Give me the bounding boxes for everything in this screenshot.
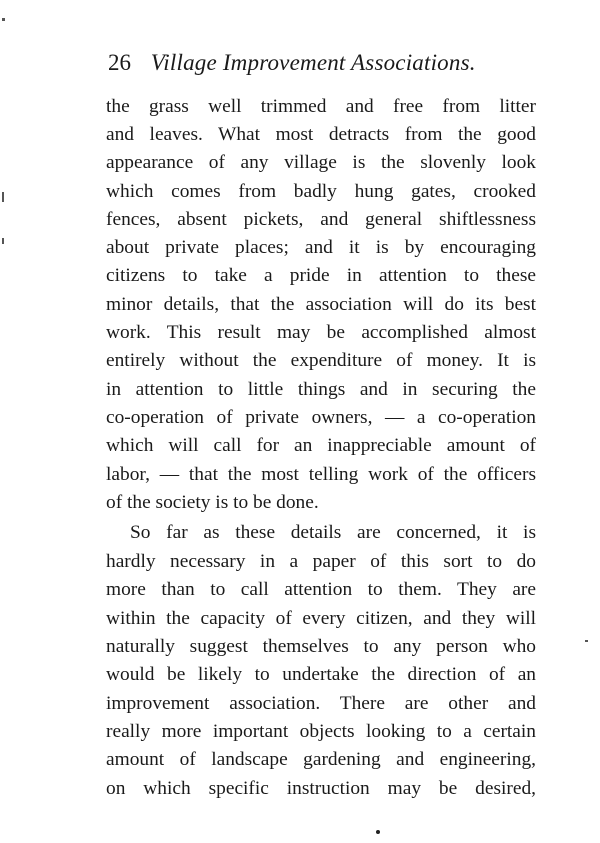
text-line: hardly necessary in a paper of this sort to do [106,551,536,572]
text-line: improvement association. There are other and [106,693,536,714]
text-line: So far as these details are concerned, it is [130,522,536,543]
text-line: the grass well trimmed and free from litter [106,96,536,117]
text-line: about private places; and it is by encouraging [106,237,536,258]
text-line: work. This result may be accomplished almost [106,322,536,343]
scan-speck [2,192,4,202]
text-line: more than to call attention to them. They are [106,579,536,600]
text-line: entirely without the expenditure of money. It is [106,350,536,371]
running-header [108,46,488,80]
scan-speck [2,238,4,244]
text-line: in attention to little things and in securing the [106,379,536,400]
text-line: of the society is to be done. [106,492,319,513]
scan-speck [585,640,588,642]
scan-speck [2,18,5,21]
text-line: fences, absent pickets, and general shiftlessness [106,209,536,230]
text-line: co-operation of private owners, — a co-operation [106,407,536,428]
text-line: which will call for an inappreciable amount of [106,435,536,456]
scan-speck [376,830,380,834]
text-line: amount of landscape gardening and engineering, [106,749,536,770]
text-line: appearance of any village is the slovenly look [106,152,536,173]
text-line: on which specific instruction may be desired, [106,778,536,799]
text-line: really more important objects looking to a certain [106,721,536,742]
text-line: minor details, that the association will do its best [106,294,536,315]
page-number: 26 [108,50,131,75]
text-line: would be likely to undertake the direction of an [106,664,536,685]
text-line: and leaves. What most detracts from the good [106,124,536,145]
text-line: within the capacity of every citizen, and they will [106,608,536,629]
text-line: which comes from badly hung gates, crooked [106,181,536,202]
running-title: Village Improvement Associations. [150,50,476,75]
text-line: naturally suggest themselves to any person who [106,636,536,657]
text-line: labor, — that the most telling work of the officers [106,464,536,485]
text-line: citizens to take a pride in attention to these [106,265,536,286]
